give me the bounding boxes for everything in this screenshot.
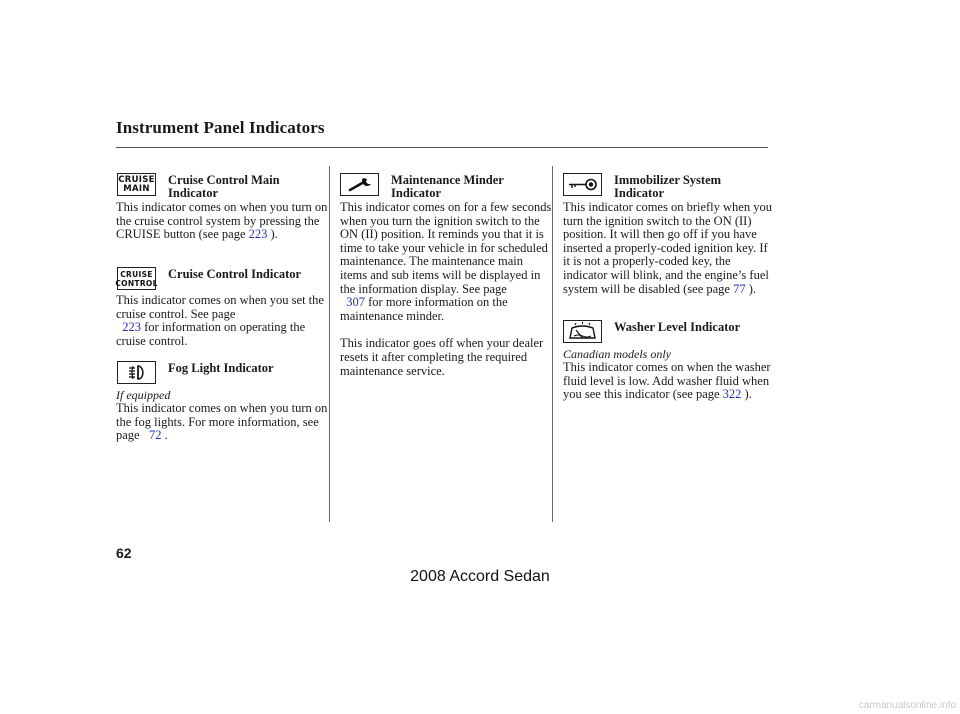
maintenance-minder-page-link[interactable]: 307: [346, 295, 365, 310]
cruise-main-page-link[interactable]: 223: [248, 227, 268, 242]
cruise-control-icon: [117, 267, 156, 290]
cruise-main-icon-line1: CRUISE: [118, 174, 155, 185]
immobilizer-key-icon: [563, 173, 602, 196]
cruise-control-body: This indicator comes on when you set the cruise control. See page 223 for information on operating the cruise control.: [116, 293, 324, 348]
maintenance-minder-body: This indicator comes on for a few seconds when you turn the ignition switch to the ON (II) position. It reminds you that it is time to take your vehicle in for scheduled maintenance. The maintenance main items and sub items will be displayed in the information display. See page 307 for more information on the maintenance minder. This indicator goes off when your dealer resets it after completing the required maintenance service.: [340, 200, 552, 378]
maintenance-minder-body-2: This indicator goes off when your dealer resets it after completing the required maintenance service.: [340, 336, 544, 378]
fog-light-note: If equipped: [116, 388, 171, 402]
page-number: 62: [116, 545, 132, 561]
cruise-main-body: This indicator comes on when you turn on the cruise control system by pressing the CRUISE button (see page 223 ).: [116, 200, 328, 242]
cruise-control-icon-line2: CONTROL: [115, 278, 158, 288]
page-title: Instrument Panel Indicators: [116, 118, 325, 137]
immobilizer-heading: Immobilizer System Indicator: [614, 173, 722, 200]
column-divider-left: [329, 166, 330, 522]
cruise-control-page-link[interactable]: 223: [122, 320, 141, 335]
washer-level-heading: Washer Level Indicator: [614, 320, 741, 334]
fog-light-icon: [117, 361, 156, 384]
wrench-icon: [340, 173, 379, 196]
fog-light-page-link[interactable]: 72: [148, 428, 162, 443]
cruise-main-heading: Cruise Control Main Indicator: [168, 173, 280, 200]
immobilizer-body: This indicator comes on briefly when you turn the ignition switch to the ON (II) position. It will then go off if you have inserted a properly-coded ignition key. If it is not a properly-coded key, the indicator will blink, and the engine’s fuel system will be disabled (see page 77 ).: [563, 200, 772, 296]
watermark: carmanualsonline.info: [858, 700, 956, 711]
title-divider: [116, 147, 768, 148]
fog-light-heading: Fog Light Indicator: [168, 361, 274, 375]
cruise-control-icon-line1: CRUISE: [120, 269, 153, 279]
document-title: 2008 Accord Sedan: [410, 568, 550, 585]
cruise-control-heading: Cruise Control Indicator: [168, 267, 302, 281]
fog-light-body: This indicator comes on when you turn on the fog lights. For more information, see page 72 .: [116, 401, 328, 443]
washer-level-note: Canadian models only: [563, 347, 671, 361]
column-divider-right: [552, 166, 553, 522]
washer-level-page-link[interactable]: 322: [722, 387, 742, 402]
washer-level-icon: [563, 320, 602, 343]
washer-level-body: This indicator comes on when the washer fluid level is low. Add washer fluid when you see this indicator (see page 322 ).: [563, 360, 771, 402]
cruise-main-icon: [117, 173, 156, 196]
immobilizer-page-link[interactable]: 77: [733, 281, 746, 296]
maintenance-minder-heading: Maintenance Minder Indicator: [391, 173, 504, 200]
cruise-main-icon-line2: MAIN: [123, 183, 150, 194]
